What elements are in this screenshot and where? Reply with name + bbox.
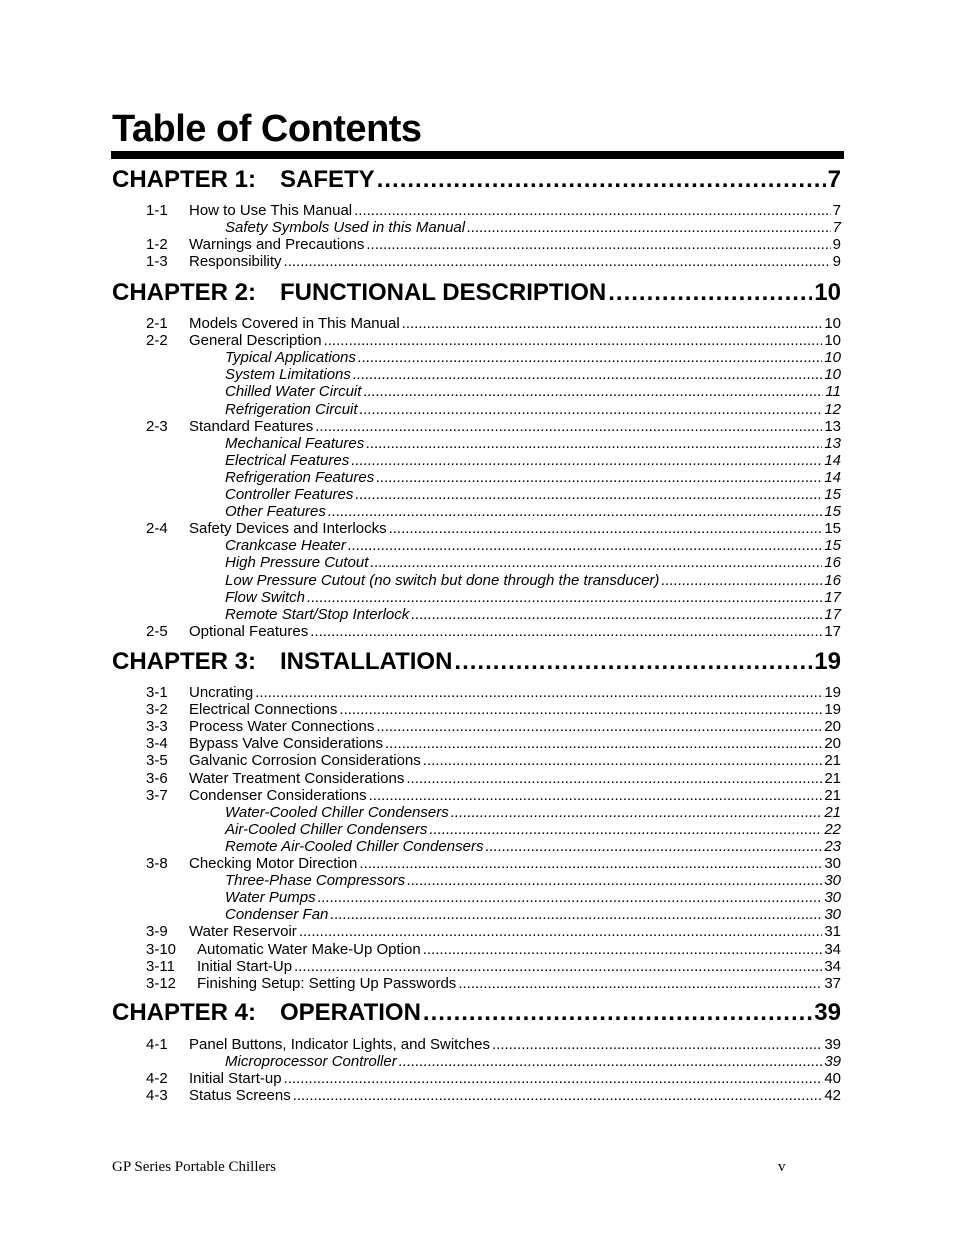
- toc-entry-number: 3-11: [146, 957, 175, 975]
- toc-section-entry[interactable]: [146, 923, 841, 940]
- toc-entry-title: INSTALLATION: [280, 648, 453, 675]
- toc-entry-page: 9: [832, 236, 841, 254]
- toc-entry-title: Remote Air-Cooled Chiller Condensers: [225, 837, 484, 855]
- toc-subsection-entry[interactable]: [225, 219, 841, 236]
- toc-entry-number: CHAPTER 2:: [112, 279, 257, 306]
- toc-entry-number: 2-1: [146, 315, 168, 332]
- toc-entry-title: Electrical Features: [225, 451, 350, 469]
- toc-entry-page: 39: [824, 1053, 841, 1071]
- toc-entry-title: Optional Features: [189, 622, 309, 640]
- toc-entry-page: 20: [824, 735, 841, 753]
- toc-entry-title: Other Features: [225, 503, 326, 521]
- toc-section-entry[interactable]: [146, 735, 841, 752]
- toc-entry-page: 14: [824, 451, 841, 469]
- toc-subsection-entry[interactable]: [225, 821, 841, 838]
- toc-entry-title: Chilled Water Circuit: [225, 383, 362, 401]
- toc-entry-number: 3-7: [146, 786, 168, 804]
- toc-subsection-entry[interactable]: [225, 383, 841, 400]
- toc-entry-title: Standard Features: [189, 417, 314, 435]
- toc-section-entry[interactable]: [146, 1087, 841, 1104]
- toc-entry-title: General Description: [189, 332, 322, 350]
- toc-entry-page: 21: [824, 786, 841, 804]
- dot-leader: [407, 872, 822, 889]
- toc-section-entry[interactable]: [146, 623, 841, 640]
- toc-entry-title: Finishing Setup: Setting Up Passwords: [197, 974, 457, 992]
- toc-entry-page: 40: [824, 1070, 841, 1088]
- toc-entry-title: Condenser Considerations: [189, 786, 367, 804]
- toc-entry-title: Condenser Fan: [225, 906, 329, 924]
- dot-leader: [359, 855, 822, 872]
- toc-entry-number: 3-6: [146, 769, 168, 787]
- dot-leader: [369, 787, 823, 804]
- toc-entry-number: 1-3: [146, 253, 168, 271]
- toc-entry-title: Initial Start-Up: [197, 957, 293, 975]
- toc-entry-page: 21: [824, 752, 841, 770]
- dot-leader: [423, 752, 823, 769]
- toc-entry-page: 30: [824, 906, 841, 924]
- toc-entry-title: Automatic Water Make-Up Option: [197, 940, 421, 958]
- toc-entry-number: 3-4: [146, 735, 168, 753]
- toc-section-entry[interactable]: [146, 752, 841, 769]
- toc-entry-title: Mechanical Features: [225, 434, 365, 452]
- toc-section-entry[interactable]: [146, 684, 841, 701]
- toc-entry-page: 34: [824, 957, 841, 975]
- toc-entry-title: Low Pressure Cutout (no switch but done through the transducer): [225, 571, 660, 589]
- dot-leader: [454, 648, 812, 676]
- toc-entry-page: 42: [824, 1087, 841, 1105]
- toc-entry-number: 1-1: [146, 202, 168, 219]
- toc-entry-page: 34: [824, 940, 841, 958]
- dot-leader: [402, 315, 823, 332]
- toc-entry-title: Flow Switch: [225, 588, 306, 606]
- toc-entry-title: Initial Start-up: [189, 1070, 282, 1088]
- dot-leader: [284, 1070, 823, 1087]
- dot-leader: [370, 554, 822, 571]
- toc-entry-title: Responsibility: [189, 253, 282, 271]
- dot-leader: [339, 701, 822, 718]
- dot-leader: [377, 166, 826, 194]
- toc-subsection-entry[interactable]: [225, 469, 841, 486]
- dot-leader: [485, 838, 822, 855]
- dot-leader: [255, 684, 822, 701]
- toc-section-entry[interactable]: [146, 1070, 841, 1087]
- toc-section-entry[interactable]: [146, 520, 841, 537]
- toc-entry-title: Electrical Connections: [189, 701, 338, 719]
- toc-section-entry[interactable]: [146, 787, 841, 804]
- dot-leader: [385, 735, 822, 752]
- toc-section-entry[interactable]: [146, 202, 841, 219]
- toc-entry-title: Controller Features: [225, 486, 354, 503]
- dot-leader: [376, 718, 822, 735]
- dot-leader: [608, 279, 812, 307]
- toc-entry-page: 10: [824, 332, 841, 350]
- toc-entry-page: 10: [824, 349, 841, 367]
- dot-leader: [363, 383, 823, 400]
- dot-leader: [411, 606, 822, 623]
- dot-leader: [389, 520, 823, 537]
- toc-subsection-entry[interactable]: [225, 486, 841, 503]
- toc-entry-title: Warnings and Precautions: [189, 236, 365, 254]
- dot-leader: [458, 975, 822, 992]
- toc-entry-page: 17: [824, 622, 841, 640]
- toc-entry-number: 3-10: [146, 940, 177, 958]
- toc-entry-page: 22: [824, 820, 841, 838]
- toc-subsection-entry[interactable]: [225, 503, 841, 520]
- toc-entry-page: 39: [814, 999, 841, 1026]
- toc-entry-page: 17: [824, 588, 841, 606]
- toc-entry-page: 10: [824, 366, 841, 384]
- dot-leader: [310, 623, 822, 640]
- toc-entry-title: How to Use This Manual: [189, 202, 353, 219]
- dot-leader: [299, 923, 823, 940]
- toc-entry-title: Water-Cooled Chiller Condensers: [225, 803, 449, 821]
- toc-chapter-entry[interactable]: [112, 279, 841, 309]
- toc-entry-page: 20: [824, 718, 841, 736]
- toc-entry-title: Crankcase Heater: [225, 537, 346, 555]
- toc-subsection-entry[interactable]: [225, 606, 841, 623]
- toc-entry-title: Water Treatment Considerations: [189, 769, 405, 787]
- toc-entry-page: 15: [824, 486, 841, 503]
- toc-entry-number: 4-2: [146, 1070, 168, 1088]
- toc-subsection-entry[interactable]: [225, 435, 841, 452]
- toc-entry-page: 39: [824, 1036, 841, 1053]
- toc-section-entry[interactable]: [146, 253, 841, 270]
- dot-leader: [358, 349, 822, 366]
- toc-entry-page: 30: [824, 889, 841, 907]
- toc-entry-page: 15: [824, 520, 841, 538]
- toc-entry-title: Refrigeration Features: [225, 468, 375, 486]
- dot-leader: [328, 503, 822, 520]
- toc-subsection-entry[interactable]: [225, 804, 841, 821]
- toc-subsection-entry[interactable]: [225, 554, 841, 571]
- dot-leader: [366, 236, 830, 253]
- toc-entry-page: 11: [825, 383, 841, 401]
- dot-leader: [351, 452, 822, 469]
- toc-entry-page: 19: [824, 701, 841, 719]
- toc-entry-title: SAFETY: [280, 166, 375, 193]
- toc-entry-number: 4-1: [146, 1036, 168, 1053]
- dot-leader: [360, 401, 823, 418]
- toc-subsection-entry[interactable]: [225, 589, 841, 606]
- toc-subsection-entry[interactable]: [225, 906, 841, 923]
- dot-leader: [348, 537, 822, 554]
- toc-entry-page: 7: [832, 219, 841, 237]
- toc-entry-page: 30: [824, 872, 841, 890]
- toc-section-entry[interactable]: [146, 855, 841, 872]
- toc-entry-page: 19: [814, 648, 841, 675]
- toc-entry-page: 10: [814, 279, 841, 306]
- footer-document-title: GP Series Portable Chillers: [112, 1159, 277, 1175]
- toc-entry-page: 19: [824, 684, 841, 701]
- toc-entry-title: Typical Applications: [225, 349, 356, 367]
- toc-entry-title: Three-Phase Compressors: [225, 872, 406, 890]
- dot-leader: [451, 804, 823, 821]
- dot-leader: [330, 906, 822, 923]
- toc-entry-number: 3-5: [146, 752, 168, 770]
- dot-leader: [324, 332, 823, 349]
- toc-entry-number: 2-2: [146, 332, 168, 350]
- toc-section-entry[interactable]: [146, 770, 841, 787]
- dot-leader: [293, 1087, 823, 1104]
- toc-entry-page: 15: [824, 503, 841, 521]
- toc-entry-title: Checking Motor Direction: [189, 855, 358, 872]
- toc-subsection-entry[interactable]: [225, 572, 841, 589]
- toc-entry-page: 30: [824, 855, 841, 872]
- toc-entry-title: OPERATION: [280, 999, 421, 1026]
- dot-leader: [354, 202, 831, 219]
- toc-entry-number: 3-2: [146, 701, 168, 719]
- toc-section-entry[interactable]: [146, 941, 841, 958]
- toc-subsection-entry[interactable]: [225, 452, 841, 469]
- toc-subsection-entry[interactable]: [225, 889, 841, 906]
- toc-entry-title: Safety Devices and Interlocks: [189, 520, 387, 538]
- toc-entry-title: Microprocessor Controller: [225, 1053, 397, 1071]
- toc-entry-page: 37: [824, 974, 841, 992]
- dot-leader: [284, 253, 831, 270]
- dot-leader: [315, 418, 822, 435]
- toc-entry-title: Uncrating: [189, 684, 254, 701]
- dot-leader: [399, 1053, 823, 1070]
- toc-subsection-entry[interactable]: [225, 349, 841, 366]
- toc-entry-title: Remote Start/Stop Interlock: [225, 605, 410, 623]
- dot-leader: [355, 486, 822, 503]
- toc-entry-page: 21: [824, 769, 841, 787]
- toc-entry-page: 21: [824, 803, 841, 821]
- toc-entry-page: 13: [824, 434, 841, 452]
- dot-leader: [492, 1036, 822, 1053]
- toc-entry-page: 9: [832, 253, 841, 271]
- toc-section-entry[interactable]: [146, 958, 841, 975]
- toc-entry-title: Air-Cooled Chiller Condensers: [225, 820, 428, 838]
- dot-leader: [406, 770, 822, 787]
- toc-entry-title: High Pressure Cutout: [225, 554, 369, 572]
- toc-section-entry[interactable]: [146, 418, 841, 435]
- toc-entry-number: 1-2: [146, 236, 168, 254]
- toc-entry-number: CHAPTER 3:: [112, 648, 257, 675]
- toc-entry-title: Models Covered in This Manual: [189, 315, 400, 332]
- toc-section-entry[interactable]: [146, 315, 841, 332]
- toc-entry-title: Status Screens: [189, 1087, 291, 1105]
- toc-chapter-entry[interactable]: [112, 166, 841, 196]
- toc-section-entry[interactable]: [146, 332, 841, 349]
- toc-subsection-entry[interactable]: [225, 537, 841, 554]
- toc-section-entry[interactable]: [146, 718, 841, 735]
- toc-entry-page: 10: [824, 315, 841, 332]
- footer-page-number: v: [778, 1159, 786, 1175]
- page-title: Table of Contents: [112, 108, 422, 150]
- toc-entry-title: Water Pumps: [225, 889, 316, 907]
- title-rule: [111, 151, 844, 159]
- dot-leader: [423, 941, 823, 958]
- dot-leader: [467, 219, 831, 236]
- toc-subsection-entry[interactable]: [225, 366, 841, 383]
- toc-entry-title: System Limitations: [225, 366, 351, 384]
- toc-entry-number: 4-3: [146, 1087, 168, 1105]
- toc-entry-page: 31: [824, 923, 841, 941]
- toc-entry-page: 13: [824, 417, 841, 435]
- toc-entry-page: 17: [824, 605, 841, 623]
- toc-entry-page: 14: [824, 468, 841, 486]
- dot-leader: [423, 999, 812, 1027]
- toc-subsection-entry[interactable]: [225, 401, 841, 418]
- toc-entry-number: 2-3: [146, 417, 168, 435]
- dot-leader: [661, 572, 822, 589]
- toc-entry-page: 16: [824, 571, 841, 589]
- toc-section-entry[interactable]: [146, 701, 841, 718]
- toc-entry-number: 3-9: [146, 923, 168, 941]
- toc-entry-title: Panel Buttons, Indicator Lights, and Switches: [189, 1036, 491, 1053]
- toc-section-entry[interactable]: [146, 1036, 841, 1053]
- toc-entry-number: 3-12: [146, 974, 177, 992]
- toc-subsection-entry[interactable]: [225, 1053, 841, 1070]
- dot-leader: [429, 821, 822, 838]
- toc-entry-title: Bypass Valve Considerations: [189, 735, 383, 753]
- toc-section-entry[interactable]: [146, 975, 841, 992]
- toc-subsection-entry[interactable]: [225, 872, 841, 889]
- toc-entry-page: 7: [832, 202, 841, 219]
- toc-entry-number: CHAPTER 1:: [112, 166, 257, 193]
- toc-entry-page: 7: [827, 166, 841, 193]
- toc-entry-number: 2-5: [146, 622, 168, 640]
- dot-leader: [307, 589, 822, 606]
- toc-entry-page: 23: [824, 837, 841, 855]
- toc-subsection-entry[interactable]: [225, 838, 841, 855]
- toc-entry-number: 3-3: [146, 718, 168, 736]
- toc-chapter-entry[interactable]: [112, 999, 841, 1029]
- dot-leader: [294, 958, 822, 975]
- dot-leader: [353, 366, 822, 383]
- toc-entry-title: Process Water Connections: [189, 718, 375, 736]
- toc-entry-title: Safety Symbols Used in this Manual: [225, 219, 466, 237]
- toc-entry-page: 15: [824, 537, 841, 555]
- toc-entry-title: FUNCTIONAL DESCRIPTION: [280, 279, 607, 306]
- toc-entry-number: 2-4: [146, 520, 168, 538]
- toc-entry-number: 3-1: [146, 684, 168, 701]
- dot-leader: [376, 469, 822, 486]
- toc-chapter-entry[interactable]: [112, 648, 841, 678]
- dot-leader: [366, 435, 822, 452]
- toc-entry-title: Water Reservoir: [189, 923, 297, 941]
- toc-entry-page: 16: [824, 554, 841, 572]
- toc-entry-number: CHAPTER 4:: [112, 999, 257, 1026]
- toc-entry-number: 3-8: [146, 855, 168, 872]
- toc-entry-page: 12: [824, 400, 841, 418]
- toc-entry-title: Refrigeration Circuit: [225, 400, 358, 418]
- toc-section-entry[interactable]: [146, 236, 841, 253]
- toc-entry-title: Galvanic Corrosion Considerations: [189, 752, 421, 770]
- dot-leader: [318, 889, 823, 906]
